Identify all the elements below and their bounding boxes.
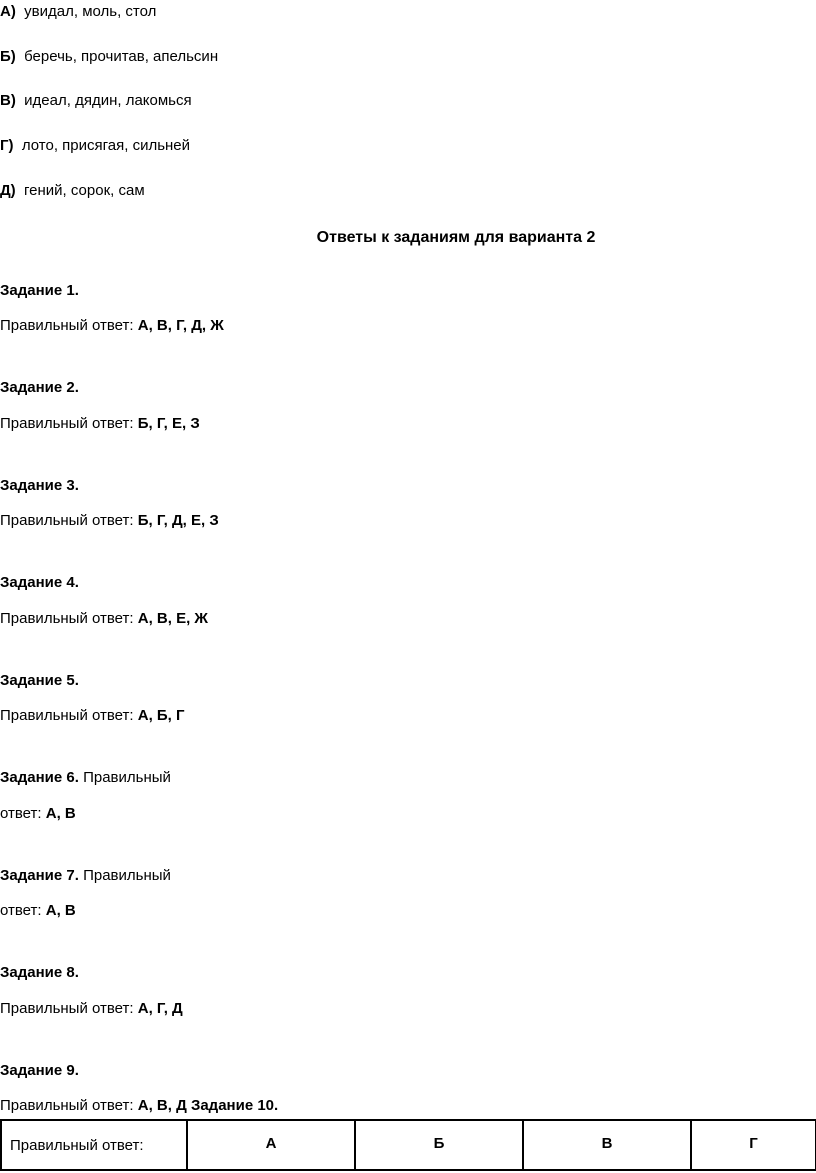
option-b xyxy=(0,47,218,67)
task-answer xyxy=(0,316,224,336)
option-letter: Г) xyxy=(0,137,14,154)
task-title: Задание 8. xyxy=(0,964,79,981)
table-row xyxy=(1,1120,816,1170)
answer-value: А, В xyxy=(45,902,76,919)
answer-prefix: Правильный ответ: xyxy=(0,1000,134,1017)
answer-value: А, В, Г, Д, Ж xyxy=(137,317,224,334)
task-title: Задание 2. xyxy=(0,379,79,396)
answer-prefix: Правильный ответ: xyxy=(0,512,134,529)
answer-value: А, Б, Г xyxy=(137,707,185,724)
task-answer xyxy=(0,999,183,1019)
option-letter: В) xyxy=(0,92,16,109)
answer-value: А, Г, Д xyxy=(137,1000,183,1017)
task-answer xyxy=(0,901,76,921)
task-title: Задание 5. xyxy=(0,672,79,689)
task-title-line xyxy=(0,768,171,788)
task-answer xyxy=(0,1096,278,1116)
option-d xyxy=(0,181,145,201)
answers-heading: Ответы к заданиям для варианта 2 xyxy=(316,229,596,246)
option-letter: Д) xyxy=(0,182,16,199)
answer-prefix: Правильный ответ: xyxy=(0,610,134,627)
answer-value: Б, Г, Е, З xyxy=(137,415,200,432)
answer-prefix-end: ответ: xyxy=(0,805,42,822)
option-text: лото, присягая, сильней xyxy=(21,137,191,154)
answer-prefix: Правильный ответ: xyxy=(0,415,134,432)
option-letter: А) xyxy=(0,3,16,20)
answer-table xyxy=(0,1119,816,1171)
option-text: гений, сорок, сам xyxy=(24,182,145,199)
option-letter: Б) xyxy=(0,48,16,65)
task-answer xyxy=(0,804,76,824)
task-title: Задание 1. xyxy=(0,282,79,299)
task-title-line xyxy=(0,866,171,886)
option-v xyxy=(0,91,192,111)
table-column-header: Г xyxy=(691,1120,816,1170)
task-answer xyxy=(0,609,208,629)
option-g xyxy=(0,136,190,156)
table-column-header: В xyxy=(523,1120,691,1170)
option-text: увидал, моль, стол xyxy=(24,3,157,20)
table-column-header: Б xyxy=(355,1120,523,1170)
task-answer xyxy=(0,511,219,531)
answer-value: А, В xyxy=(45,805,76,822)
table-column-header: А xyxy=(187,1120,355,1170)
answer-prefix-start: Правильный xyxy=(83,867,171,884)
table-label: Правильный ответ: xyxy=(1,1120,187,1170)
option-text: идеал, дядин, лакомься xyxy=(24,92,192,109)
task-title: Задание 7. xyxy=(0,867,79,884)
task-answer xyxy=(0,706,185,726)
answer-value: А, В, Е, Ж xyxy=(137,610,208,627)
task-title: Задание 10. xyxy=(190,1097,279,1114)
task-title: Задание 9. xyxy=(0,1062,79,1079)
task-title: Задание 3. xyxy=(0,477,79,494)
task-answer xyxy=(0,414,200,434)
answer-value: А, В, Д xyxy=(137,1097,187,1114)
answer-prefix: Правильный ответ: xyxy=(0,317,134,334)
option-text: беречь, прочитав, апельсин xyxy=(24,48,219,65)
answer-value: Б, Г, Д, Е, З xyxy=(137,512,219,529)
task-title: Задание 6. xyxy=(0,769,79,786)
answer-prefix-end: ответ: xyxy=(0,902,42,919)
answer-prefix: Правильный ответ: xyxy=(0,707,134,724)
answer-prefix: Правильный ответ: xyxy=(0,1097,134,1114)
option-a xyxy=(0,2,156,22)
task-title: Задание 4. xyxy=(0,574,79,591)
answer-prefix-start: Правильный xyxy=(83,769,171,786)
